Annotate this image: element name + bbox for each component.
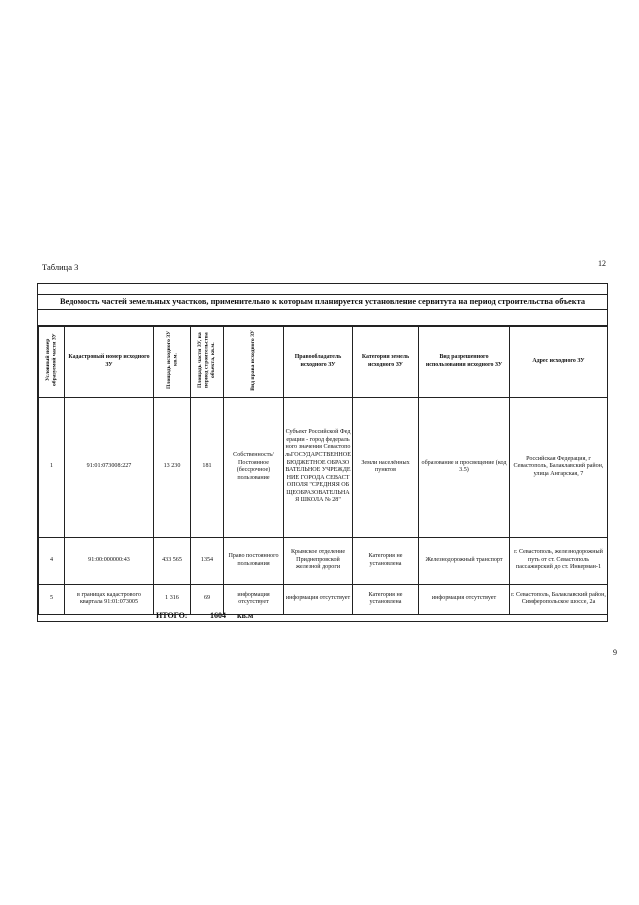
cell-address: г. Севастополь, Балаклавский район, Симферопольское шоссе, 2а: [510, 584, 608, 614]
table-title: Ведомость частей земельных участков, применительно к которым планируется установление сервитута на период строительства объекта: [38, 294, 607, 310]
blank-row: [38, 309, 607, 326]
cell-num: 5: [39, 584, 65, 614]
table-row: [39, 537, 608, 584]
cell-owner: Субъект Российской Федерации - город федерального значения СевастопольГОСУДАРСТВЕННОЕ БЮДЖЕТНОЕ ОБРАЗОВАТЕЛЬНОЕ УЧРЕЖДЕНИЕ ГОРОДА СЕВАСТОПОЛЯ "СРЕДНЯЯ ОБЩЕОБРАЗОВАТЕЛЬНАЯ ШКОЛА № 28": [284, 397, 353, 537]
cell-owner: информация отсутствует: [284, 584, 353, 614]
header-cell: Условный номер образуемой части ЗУ: [39, 327, 65, 398]
cell-part-area: 1354: [191, 537, 224, 584]
header-cell: Адрес исходного ЗУ: [510, 327, 608, 398]
cell-part-area: 69: [191, 584, 224, 614]
cell-cadastral: 91:00:000000:43: [65, 537, 154, 584]
cell-usage: Железнодорожный транспорт: [419, 537, 510, 584]
cell-right: Право постоянного пользования: [224, 537, 284, 584]
document-table-frame: [37, 283, 608, 622]
header-cell: Категория земель исходного ЗУ: [353, 327, 419, 398]
cell-part-area: 181: [191, 397, 224, 537]
cell-usage: информация отсутствует: [419, 584, 510, 614]
total-label: ИТОГО:: [156, 611, 188, 620]
header-cell: Правообладатель исходного ЗУ: [284, 327, 353, 398]
cell-owner: Крымское отделение Приднепровской железной дороги: [284, 537, 353, 584]
header-cell: Площадь части ЗУ, на период строительства объекта, кв.м.: [191, 327, 224, 398]
cell-right: информация отсутствует: [224, 584, 284, 614]
table-row: [39, 397, 608, 537]
cell-num: 4: [39, 537, 65, 584]
land-parcel-table: [38, 326, 608, 615]
header-cell: Кадастровый номер исходного ЗУ: [65, 327, 154, 398]
cell-area: 13 230: [154, 397, 191, 537]
page-number-inner: 12: [598, 259, 606, 268]
cell-address: г. Севастополь, железнодорожный путь от ст. Севастополь пассажирский до ст. Инкерман-1: [510, 537, 608, 584]
header-row: [39, 327, 608, 398]
cell-right: Собственность/Постоянное (бессрочное) пользование: [224, 397, 284, 537]
cell-category: Категория не установлена: [353, 584, 419, 614]
total-value: 1604: [210, 611, 226, 620]
cell-usage: образование и просвещение (код 3.5): [419, 397, 510, 537]
page-number-outer: 9: [613, 648, 617, 657]
cell-num: 1: [39, 397, 65, 537]
cell-area: 1 316: [154, 584, 191, 614]
header-cell: Площадь исходного ЗУ кв.м.: [154, 327, 191, 398]
table-caption: Таблица 3: [42, 262, 79, 272]
cell-cadastral: в границах кадастрового квартала 91:01:073005: [65, 584, 154, 614]
cell-category: Земли населённых пунктов: [353, 397, 419, 537]
cell-cadastral: 91:01:073008:227: [65, 397, 154, 537]
cell-address: Российская Федерация, г Севастополь, Балаклавский район, улица Ангарская, 7: [510, 397, 608, 537]
cell-category: Категория не установлена: [353, 537, 419, 584]
table-row: [39, 584, 608, 614]
header-cell: Вид права исходного ЗУ: [224, 327, 284, 398]
total-unit: кв.м: [237, 611, 254, 620]
header-cell: Вид разрешенного использования исходного ЗУ: [419, 327, 510, 398]
cell-area: 433 565: [154, 537, 191, 584]
total-row: [38, 611, 607, 622]
